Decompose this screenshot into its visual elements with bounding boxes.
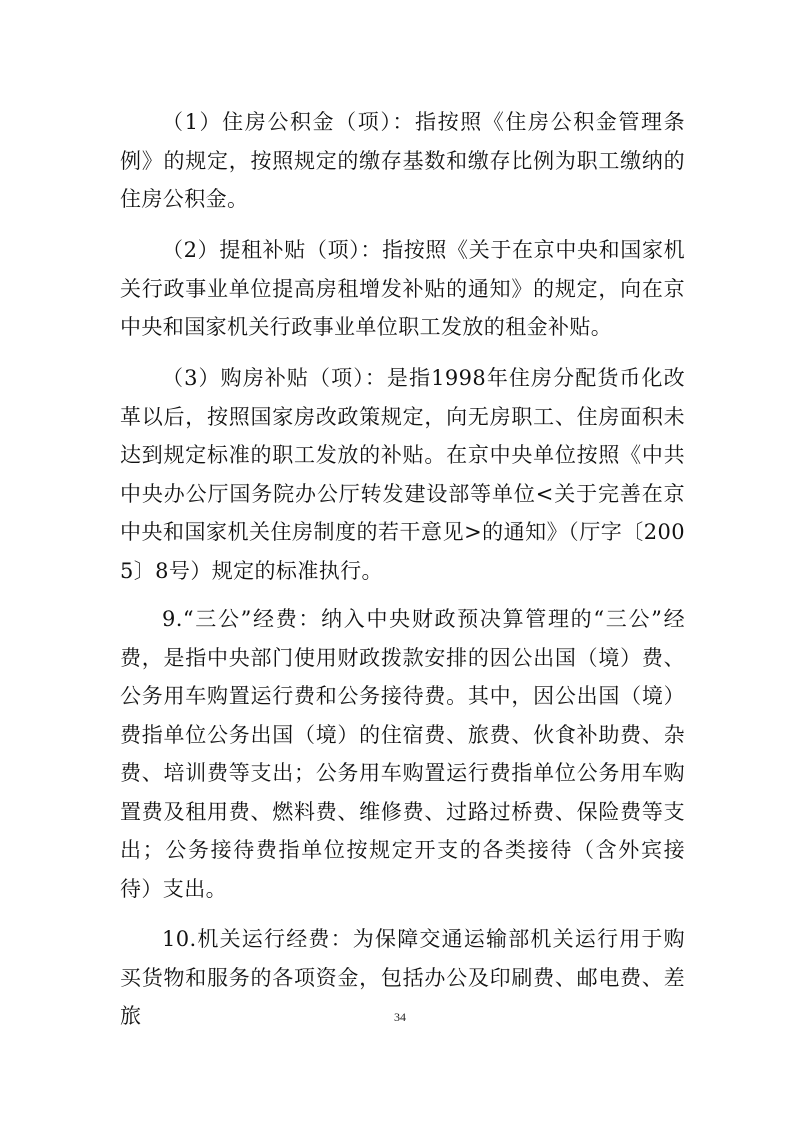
paragraph-three-public-expenses: 9.“三公”经费：纳入中央财政预决算管理的“三公”经费，是指中央部门使用财政拨款安排的因公出国（境）费、公务用车购置运行费和公务接待费。其中，因公出国（境）费指单位公务出国（境）的住宿费、旅费、伙食补助费、杂费、培训费等支出；公务用车购置运行费指单位公务用车购置费及租用费、燃料费、维修费、过路过桥费、保险费等支出；公务接待费指单位按规定开支的各类接待（含外宾接待）支出。 [120,607,685,901]
page-number: 34 [394,1010,406,1024]
paragraph-rent-subsidy: （2）提租补贴（项）：指按照《关于在京中央和国家机关行政事业单位提高房租增发补贴的通知》的规定，向在京中央和国家机关行政事业单位职工发放的租金补贴。 [120,238,685,339]
paragraph-housing-purchase-subsidy: （3）购房补贴（项）：是指1998年住房分配货币化改革以后，按照国家房改政策规定，向无房职工、住房面积未达到规定标准的职工发放的补贴。在京中央单位按照《中共中央办公厅国务院办公厅转发建设部等单位<关于完善在京中央和国家机关住房制度的若干意见>的通知》（厅字〔2005〕8号）规定的标准执行。 [120,366,685,583]
paragraph-housing-provident-fund: （1）住房公积金（项）：指按照《住房公积金管理条例》的规定，按照规定的缴存基数和缴存比例为职工缴纳的住房公积金。 [120,110,685,211]
paragraph-agency-operating-expenses: 10.机关运行经费：为保障交通运输部机关运行用于购买货物和服务的各项资金，包括办公及印刷费、邮电费、差旅 [120,927,685,1028]
